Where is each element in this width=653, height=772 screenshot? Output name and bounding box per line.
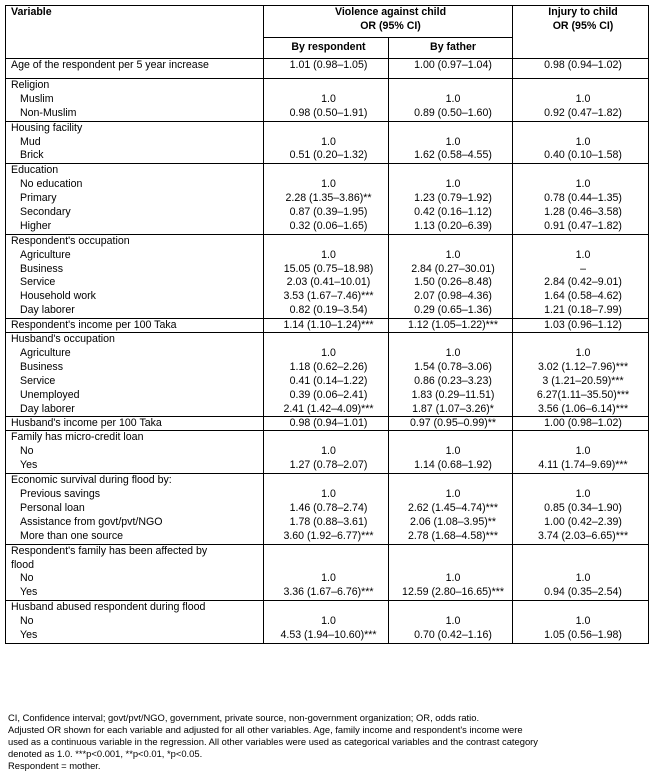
cell-injury [513, 333, 649, 417]
value: 0.89 (0.50–1.60) [414, 106, 492, 119]
cell-respondent [264, 333, 389, 417]
category-label: More than one source [20, 529, 124, 542]
value: 1.0 [575, 92, 591, 105]
value: 3.53 (1.67–7.46)*** [283, 290, 374, 303]
value: 1.13 (0.20–6.39) [414, 219, 492, 232]
header-injury-title: Injury to child [548, 6, 618, 18]
value: 1.0 [575, 135, 591, 148]
table-row [6, 319, 649, 333]
value: 3.56 (1.06–6.14)*** [537, 402, 629, 415]
value: 1.83 (0.29–11.51) [411, 388, 495, 401]
value: 1.00 (0.42–2.39) [544, 515, 622, 528]
table-row [6, 234, 649, 318]
value: – [580, 262, 586, 275]
value: 1.28 (0.46–3.58) [544, 206, 622, 219]
cell-respondent [264, 164, 389, 234]
value: 3.60 (1.92–6.77)*** [283, 529, 374, 542]
value: 1.21 (0.18–7.99) [544, 304, 622, 317]
category-label: Day laborer [20, 402, 75, 415]
odds-ratio-table [5, 5, 649, 644]
value: 1.0 [321, 572, 336, 585]
value: 0.32 (0.06–1.65) [289, 219, 368, 232]
cell-injury: 0.98 (0.94–1.02) [513, 59, 649, 79]
group-label: Family has micro-credit loan [11, 431, 144, 444]
row-label [6, 79, 264, 122]
cell-injury [513, 164, 649, 234]
table-row [6, 79, 649, 122]
row-label [6, 333, 264, 417]
value: 1.0 [445, 445, 461, 458]
cell-respondent: 1.14 (1.10–1.24)*** [264, 319, 389, 333]
header-violence-title: Violence against child [334, 6, 447, 18]
value: 0.78 (0.44–1.35) [544, 192, 622, 205]
category-label: No education [20, 178, 83, 191]
group-label: Religion [11, 79, 50, 91]
row-label: Age of the respondent per 5 year increase [6, 59, 264, 79]
group-label: Respondent's occupation [11, 234, 130, 247]
value: 1.14 (0.68–1.92) [414, 459, 492, 472]
value: 2.41 (1.42–4.09)*** [283, 402, 374, 415]
row-label: Respondent's income per 100 Taka [6, 319, 264, 333]
row-label [6, 121, 264, 164]
value: 2.28 (1.35–3.86)** [285, 192, 372, 205]
value: 1.0 [321, 488, 336, 501]
header-variable: Variable [6, 6, 264, 59]
category-label: Service [20, 374, 56, 387]
cell-respondent [264, 601, 389, 644]
cell-father [389, 234, 513, 318]
value: 4.11 (1.74–9.69)*** [538, 459, 628, 472]
value: 1.0 [445, 135, 461, 148]
cell-respondent [264, 431, 389, 474]
cell-father [389, 333, 513, 417]
category-label: Agriculture [20, 347, 71, 360]
value: 1.54 (0.78–3.06) [414, 360, 492, 373]
cell-respondent: 0.98 (0.94–1.01) [264, 417, 389, 431]
header-violence [264, 6, 513, 38]
value: 1.0 [575, 347, 591, 360]
category-label: Personal loan [20, 501, 85, 514]
value: 0.41 (0.14–1.22) [289, 374, 368, 387]
cell-injury [513, 474, 649, 544]
value: 0.42 (0.16–1.12) [414, 206, 492, 219]
category-label: Non-Muslim [20, 106, 77, 119]
category-label: No [20, 615, 34, 628]
table-row [6, 164, 649, 234]
table-footnote [8, 712, 648, 772]
value: 2.78 (1.68–4.58)*** [407, 529, 499, 542]
value: 1.0 [321, 615, 336, 628]
value: 0.91 (0.47–1.82) [544, 219, 622, 232]
cell-injury [513, 544, 649, 601]
value: 0.70 (0.42–1.16) [414, 628, 492, 641]
cell-father [389, 164, 513, 234]
category-label: Business [20, 262, 63, 275]
table-row [6, 544, 649, 601]
category-label: Service [20, 276, 56, 289]
footnote-line: CI, Confidence interval; govt/pvt/NGO, government, private source, non-government organization; OR, odds ratio. [8, 712, 480, 723]
row-label [6, 234, 264, 318]
value: 1.0 [445, 572, 461, 585]
row-label [6, 601, 264, 644]
footnote-line: Adjusted OR shown for each variable and adjusted for all other variables. Age, family income and respondent's income were [8, 724, 523, 735]
category-label: Assistance from govt/pvt/NGO [20, 515, 163, 528]
value: 15.05 (0.75–18.98) [283, 262, 374, 275]
value: 6.27(1.11–35.50)*** [536, 388, 630, 401]
value: 1.0 [575, 445, 591, 458]
value: 1.0 [321, 178, 336, 191]
value: 0.29 (0.65–1.36) [414, 304, 492, 317]
category-label: Yes [20, 586, 38, 599]
category-label: Muslim [20, 92, 54, 105]
value: 1.18 (0.62–2.26) [289, 360, 368, 373]
table-row [6, 601, 649, 644]
value: 2.84 (0.42–9.01) [544, 276, 622, 289]
value: 1.0 [321, 92, 336, 105]
value: 1.0 [445, 248, 461, 261]
category-label: Higher [20, 219, 52, 232]
cell-respondent [264, 121, 389, 164]
category-label: Day laborer [20, 304, 75, 317]
group-label-cont: flood [11, 558, 34, 571]
category-label: Unemployed [20, 388, 80, 401]
cell-father [389, 544, 513, 601]
table-row [6, 474, 649, 544]
value: 4.53 (1.94–10.60)*** [280, 628, 377, 641]
value: 1.0 [321, 347, 336, 360]
value: 1.64 (0.58–4.62) [544, 290, 622, 303]
value: 1.23 (0.79–1.92) [414, 192, 492, 205]
cell-respondent [264, 544, 389, 601]
row-label: Husband's income per 100 Taka [6, 417, 264, 431]
value: 1.0 [445, 488, 461, 501]
row-label [6, 431, 264, 474]
value: 12.59 (2.80–16.65)*** [402, 586, 504, 599]
value: 1.05 (0.56–1.98) [544, 628, 622, 641]
value: 0.87 (0.39–1.95) [289, 206, 368, 219]
cell-respondent [264, 79, 389, 122]
value: 0.86 (0.23–3.23) [414, 374, 492, 387]
category-label: Agriculture [20, 248, 71, 261]
value: 3 (1.21–20.59)*** [542, 374, 624, 387]
value: 0.40 (0.10–1.58) [544, 149, 622, 162]
value: 0.51 (0.20–1.32) [289, 149, 368, 162]
cell-injury [513, 79, 649, 122]
category-label: Brick [20, 149, 44, 162]
group-label: Education [11, 164, 59, 177]
footnote-line: used as a continuous variable in the regression. All other variables were used as categorical variables and the contrast category [8, 736, 538, 747]
value: 1.62 (0.58–4.55) [414, 149, 492, 162]
value: 0.98 (0.50–1.91) [289, 106, 368, 119]
cell-injury [513, 601, 649, 644]
value: 3.36 (1.67–6.76)*** [283, 586, 374, 599]
value: 1.27 (0.78–2.07) [289, 459, 368, 472]
header-by-respondent: By respondent [264, 38, 389, 59]
category-label: Household work [20, 290, 96, 303]
header-injury-or: OR (95% CI) [552, 19, 614, 32]
cell-father [389, 601, 513, 644]
row-label [6, 164, 264, 234]
value: 2.03 (0.41–10.01) [286, 276, 371, 289]
category-label: Secondary [20, 206, 71, 219]
category-label: Mud [20, 135, 41, 148]
value: 1.50 (0.26–8.48) [414, 276, 492, 289]
value: 0.94 (0.35–2.54) [544, 586, 622, 599]
table-row [6, 431, 649, 474]
group-label: Economic survival during flood by: [11, 474, 172, 487]
cell-respondent: 1.01 (0.98–1.05) [264, 59, 389, 79]
table-row [6, 333, 649, 417]
row-label [6, 544, 264, 601]
category-label: No [20, 572, 34, 585]
value: 2.84 (0.27–30.01) [411, 262, 495, 275]
value: 1.0 [575, 488, 591, 501]
group-label: Housing facility [11, 121, 83, 134]
value: 2.07 (0.98–4.36) [414, 290, 492, 303]
value: 1.0 [321, 135, 336, 148]
value: 0.82 (0.19–3.54) [289, 304, 368, 317]
footnote-line: denoted as 1.0. ***p<0.001, **p<0.01, *p<0.05. [8, 748, 203, 759]
cell-father: 1.12 (1.05–1.22)*** [389, 319, 513, 333]
value: 0.92 (0.47–1.82) [544, 106, 622, 119]
cell-injury: 1.03 (0.96–1.12) [513, 319, 649, 333]
category-label: Yes [20, 459, 38, 472]
cell-injury [513, 121, 649, 164]
table-row [6, 121, 649, 164]
category-label: Business [20, 360, 63, 373]
category-label: No [20, 445, 34, 458]
value: 1.46 (0.78–2.74) [289, 501, 368, 514]
category-label: Primary [20, 192, 57, 205]
cell-father [389, 121, 513, 164]
value: 1.87 (1.07–3.26)* [412, 402, 494, 415]
value: 1.0 [445, 615, 461, 628]
value: 3.74 (2.03–6.65)*** [537, 529, 629, 542]
cell-injury [513, 431, 649, 474]
cell-injury [513, 234, 649, 318]
table-row [6, 59, 649, 79]
value: 3.02 (1.12–7.96)*** [537, 360, 629, 373]
value: 0.85 (0.34–1.90) [544, 501, 622, 514]
value: 1.0 [575, 178, 591, 191]
value: 2.62 (1.45–4.74)*** [407, 501, 499, 514]
value: 1.0 [575, 615, 591, 628]
value: 0.39 (0.06–2.41) [289, 388, 368, 401]
group-label: Respondent's family has been affected by [11, 544, 208, 557]
cell-father [389, 474, 513, 544]
group-label: Husband abused respondent during flood [11, 601, 206, 614]
header-by-father: By father [389, 38, 513, 59]
row-label [6, 474, 264, 544]
cell-father: 0.97 (0.95–0.99)** [389, 417, 513, 431]
cell-father: 1.00 (0.97–1.04) [389, 59, 513, 79]
cell-respondent [264, 234, 389, 318]
value: 1.0 [445, 347, 461, 360]
group-label: Husband's occupation [11, 333, 115, 346]
cell-father [389, 431, 513, 474]
value: 1.0 [575, 572, 591, 585]
cell-respondent [264, 474, 389, 544]
value: 1.0 [575, 248, 591, 261]
category-label: Previous savings [20, 488, 101, 501]
value: 1.0 [445, 178, 461, 191]
header-injury [513, 6, 649, 59]
value: 1.0 [445, 92, 461, 105]
table-row [6, 417, 649, 431]
header-violence-or: OR (95% CI) [360, 19, 421, 32]
cell-injury: 1.00 (0.98–1.02) [513, 417, 649, 431]
value: 1.0 [321, 445, 336, 458]
category-label: Yes [20, 628, 38, 641]
value: 1.78 (0.88–3.61) [289, 515, 368, 528]
value: 2.06 (1.08–3.95)** [410, 515, 496, 528]
footnote-line: Respondent = mother. [8, 760, 101, 771]
cell-father [389, 79, 513, 122]
value: 1.0 [321, 248, 336, 261]
